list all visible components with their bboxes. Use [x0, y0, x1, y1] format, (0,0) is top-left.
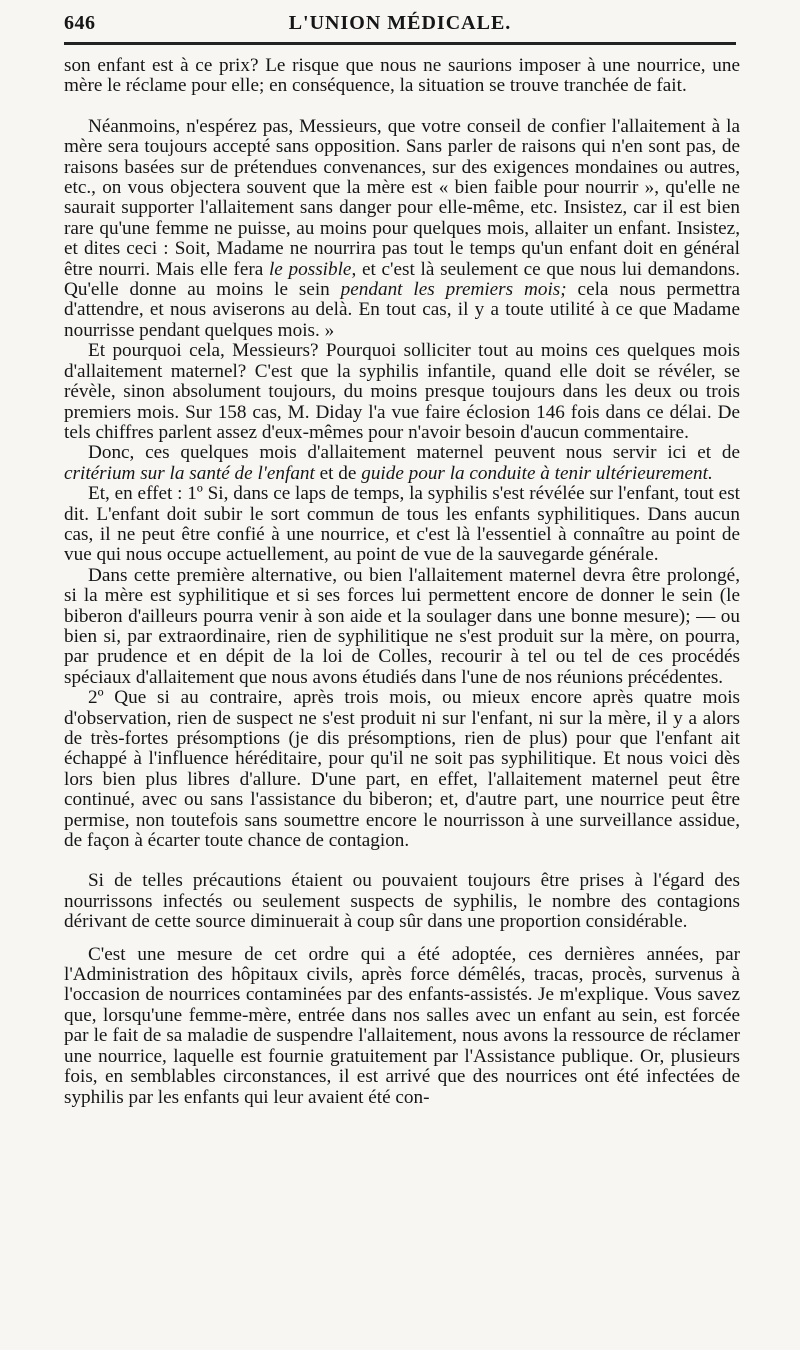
- italic-text: le possible: [268, 258, 352, 280]
- page-header: [64, 8, 736, 45]
- text-segment: son enfant est à ce prix? Le risque que nous ne saurions imposer à une nourrice, une mère le réclame pour elle; en conséquence, la situation se trouve tranchée de fait.: [64, 55, 740, 97]
- text-segment: 2º Que si au contraire, après trois mois, ou mieux encore après quatre mois d'observation, rien de suspect ne s'est produit ni sur l'enfant, ni sur la mère, il y a alors de très-fortes présomptions (je dis présomptions, rien de plus) pour que l'enfant ait échappé à l'influence héréditaire, pour qu'il ne soit pas syphilitique. Et nous voici dès lors bien plus libres d'allure. D'une part, en effet, l'allaitement maternel peut être continué, avec ou sans l'assistance du biberon; et, d'autre part, une nourrice peut être permise, non toutefois sans soumettre encore le nourrisson à une surveillance assidue, de façon à écarter toute chance de contagion.: [64, 687, 740, 852]
- paragraph: [64, 688, 740, 851]
- paragraph: [64, 484, 740, 566]
- paragraph: [64, 871, 740, 932]
- paragraph: [64, 341, 740, 443]
- running-title: L'UNION MÉDICALE.: [288, 12, 512, 34]
- page-number: 646: [64, 12, 96, 34]
- paragraph: [64, 117, 740, 341]
- paragraph: [64, 56, 740, 97]
- text-segment: Et pourquoi cela, Messieurs? Pourquoi solliciter tout au moins ces quelques mois d'allaitement maternel? C'est que la syphilis infantile, quand elle doit se révéler, se révèle, sinon absolument toujours, du moins presque toujours dans les deux ou trois premiers mois. Sur 158 cas, M. Diday l'a vue faire éclosion 146 fois dans ce délai. De tels chiffres parlent assez d'eux-mêmes pour n'avoir besoin d'aucun commentaire.: [64, 340, 740, 443]
- italic-text: critérium sur la santé de l'enfant: [64, 462, 315, 484]
- text-segment: , et c'est là seulement ce que nous lui demandons. Qu'elle donne au moins le sein: [64, 258, 740, 301]
- text-segment: et de: [314, 462, 362, 484]
- paragraph: [64, 945, 740, 1108]
- text-segment: Dans cette première alternative, ou bien l'allaitement maternel devra être prolongé, si la mère est syphilitique et si ses forces lui permettent encore de donner le sein (le biberon d'ailleurs pourra venir à son aide et la soulager dans une bonne mesure); — ou bien si, par extraordinaire, rien de syphilitique ne s'est produit sur la mère, on pourra, par prudence et en dépit de la loi de Colles, recourir à tel ou tel de ces procédés spéciaux d'allaitement que nous avons étudiés dans l'une de nos réunions précédentes.: [64, 564, 740, 688]
- text-segment: Donc, ces quelques mois d'allaitement maternel peuvent nous servir ici et de: [88, 442, 740, 464]
- body-text: [64, 56, 740, 1108]
- text-segment: Et, en effet : 1º Si, dans ce laps de temps, la syphilis s'est révélée sur l'enfant, tout est dit. L'enfant doit subir le sort commun de tous les enfants syphilitiques. Dans aucun cas, il ne peut être confié à une nourrice, et c'est là l'essentiel à connaître au point de vue qui nous occupe actuellement, au point de vue de la sauvegarde générale.: [64, 483, 740, 566]
- paragraph: [64, 566, 740, 688]
- italic-text: guide pour la conduite à tenir ultérieurement.: [361, 462, 713, 484]
- italic-text: pendant les premiers mois;: [340, 279, 567, 301]
- text-segment: Néanmoins, n'espérez pas, Messieurs, que votre conseil de confier l'allaitement à la mère sera toujours accepté sans opposition. Sans parler de raisons qui n'en sont pas, de raisons basées sur de prétendues convenances, sur des exigences mondaines ou autres, etc., on vous objectera souvent que la mère est « bien faible pour nourrir », qu'elle ne saurait supporter l'allaitement sans danger pour elle-même, etc. Insistez, car il est bien rare qu'une femme ne puisse, au moins pour quelques mois, allaiter un enfant. Insistez, et dites ceci : Soit, Madame ne nourrira pas tout le temps qu'un enfant doit en général être nourri. Mais elle fera: [64, 115, 740, 280]
- text-segment: cela nous permettra d'attendre, et nous aviserons au delà. En tout cas, il y a toute utilité à ce que Madame nourrisse pendant quelques mois. »: [64, 279, 740, 341]
- text-segment: Si de telles précautions étaient ou pouvaient toujours être prises à l'égard des nourrissons infectés ou seulement suspects de syphilis, le nombre des contagions dérivant de cette source diminuerait à coup sûr dans une proportion considérable.: [64, 870, 740, 933]
- paragraph: [64, 443, 740, 484]
- text-segment: C'est une mesure de cet ordre qui a été adoptée, ces dernières années, par l'Administration des hôpitaux civils, après force démêlés, tracas, procès, survenus à l'occasion de nourrices contaminées par des enfants-assistés. Je m'explique. Vous savez que, lorsqu'une femme-mère, entrée dans nos salles avec un enfant au sein, est forcée par le fait de sa maladie de suspendre l'allaitement, nous avons la ressource de réclamer une nourrice, laquelle est fournie gratuitement par l'Assistance publique. Or, plusieurs fois, en semblables circonstances, il est arrivé que des nourrices ont été infectées de syphilis par les enfants qui leur avaient été con-: [64, 943, 740, 1108]
